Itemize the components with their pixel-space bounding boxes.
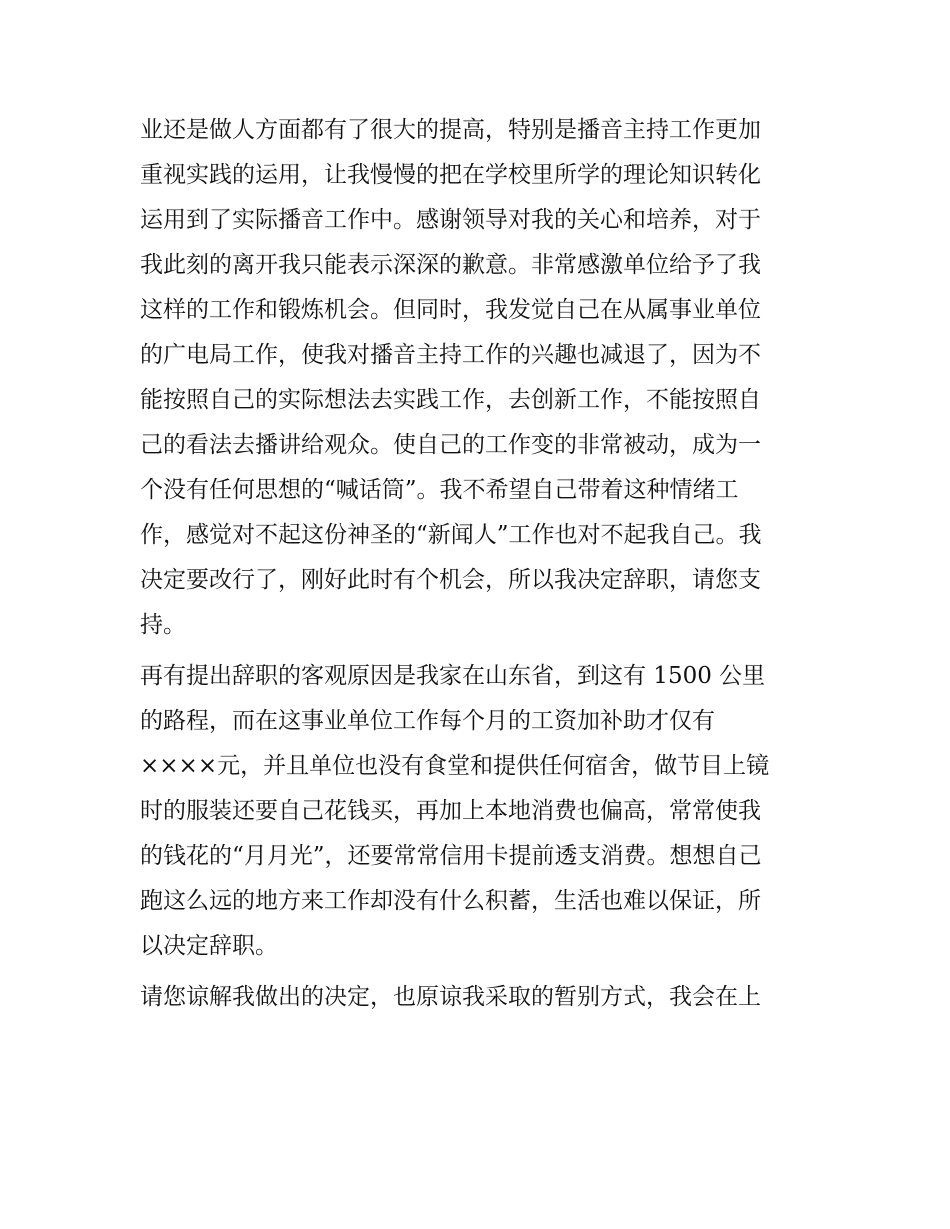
document-body xyxy=(140,108,820,1020)
text-line: 的广电局工作，使我对播音主持工作的兴趣也减退了，因为不 xyxy=(140,342,761,368)
text-line: 请您谅解我做出的决定，也原谅我采取的暂别方式，我会在上 xyxy=(140,984,761,1010)
text-line: 的钱花的“月月光”，还要常常信用卡提前透支消费。想想自己 xyxy=(140,843,762,869)
text-line: 跑这么远的地方来工作却没有什么积蓄，生活也难以保证，所 xyxy=(140,888,761,914)
paragraph-3 xyxy=(140,975,820,1020)
text-line: 的路程，而在这事业单位工作每个月的工资加补助才仅有 xyxy=(140,708,715,734)
text-line: 个没有任何思想的“喊话筒”。我不希望自己带着这种情绪工 xyxy=(140,477,739,503)
text-line: 己的看法去播讲给观众。使自己的工作变的非常被动，成为一 xyxy=(140,432,761,458)
text-line: 作，感觉对不起这份神圣的“新闻人”工作也对不起我自己。我 xyxy=(140,522,762,548)
text-line: 时的服装还要自己花钱买，再加上本地消费也偏高，常常使我 xyxy=(140,798,761,824)
text-line: 持。 xyxy=(140,612,186,638)
text-line: 以决定辞职。 xyxy=(140,933,278,959)
text-line: 能按照自己的实际想法去实践工作，去创新工作，不能按照自 xyxy=(140,387,761,413)
text-line: 业还是做人方面都有了很大的提高，特别是播音主持工作更加 xyxy=(140,117,761,143)
text-line: 重视实践的运用，让我慢慢的把在学校里所学的理论知识转化 xyxy=(140,162,761,188)
paragraph-1 xyxy=(140,108,820,648)
text-line: ××××元，并且单位也没有食堂和提供任何宿舍，做节目上镜 xyxy=(140,753,770,779)
paragraph-2 xyxy=(140,654,820,969)
text-line: 我此刻的离开我只能表示深深的歉意。非常感激单位给予了我 xyxy=(140,252,761,278)
text-line: 再有提出辞职的客观原因是我家在山东省，到这有 1500 公里 xyxy=(140,663,766,689)
text-line: 决定要改行了，刚好此时有个机会，所以我决定辞职，请您支 xyxy=(140,567,761,593)
text-line: 这样的工作和锻炼机会。但同时，我发觉自己在从属事业单位 xyxy=(140,297,761,323)
text-line: 运用到了实际播音工作中。感谢领导对我的关心和培养，对于 xyxy=(140,207,761,233)
